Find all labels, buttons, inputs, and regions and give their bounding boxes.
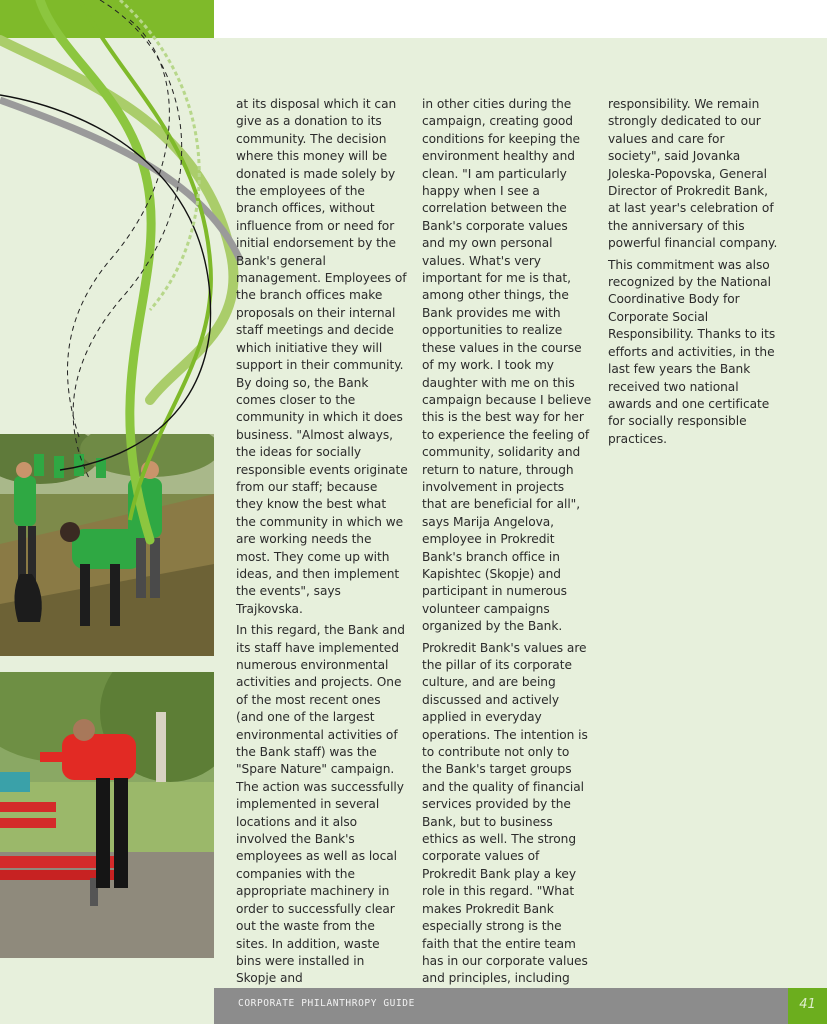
paragraph: in other cities during the campaign, creating good conditions for keeping the environment healthy and clean. "I am particularly happy when I see a correlation between the Bank's corporate values and my own personal values. What's very important for me is that, among other things, the Bank provides me with opportunities to realize these values in the course of my work. I took my daughter with me on this campaign because I believe this is the best way for her to experience the feeling of community, solidarity and return to nature, through involvement in projects that are beneficial for all", says Marija Angelova, employee in Prokredit Bank's branch office in Kapishtec (Skopje) and participant in numerous volunteer campaigns organized by the Bank. [422, 97, 592, 634]
page-number: 41 [799, 997, 816, 1012]
article-column-2 [422, 96, 592, 1009]
paragraph: at its disposal which it can give as a donation to its community. The decision where this money will be donated is made solely by the employees of the branch offices, without influence from or need for initial endorsement by the Bank's general management. Employees of the branch offices make proposals on their internal staff meetings and decide which initiative they will support in their community. By doing so, the Bank comes closer to the community in which it does business. "Almost always, the ideas for socially responsible events originate from our staff; because they know the best what the community in which we are working needs the most. They come up with ideas, and then implement the events", says Trajkovska. [236, 97, 408, 616]
paragraph: Prokredit Bank's values are the pillar of its corporate culture, and are being discussed and actively applied in everyday operations. The intention is to contribute not only to the Bank's target groups and the quality of financial services provided by the Bank, but to business ethics as well. The strong corporate values of Prokredit Bank play a key role in this regard. "What makes Prokredit Bank especially strong is the faith that the entire team has in our corporate values and principles, including [422, 640, 588, 986]
footer-spacer [0, 988, 214, 1024]
paragraph: responsibility. We remain strongly dedicated to our values and care for society", said Jovanka Joleska-Popovska, General Director of Prokredit Bank, at last year's celebration of the anniversary of this powerful financial company. [608, 97, 778, 251]
bench-repair-photo [0, 672, 214, 958]
paragraph: In this regard, the Bank and its staff have implemented numerous environmental activities and projects. One of the most recent ones (and one of the largest environmental activities of the Bank staff) was the "Spare Nature" campaign. The action was successfully implemented in several locations and it also involved the Bank's employees as well as local companies with the appropriate machinery in order to successfully clear out the waste from the sites. In addition, waste bins were installed in Skopje and [236, 623, 405, 986]
footer-title: CORPORATE PHILANTHROPY GUIDE [238, 998, 415, 1009]
article-column-1 [236, 96, 408, 992]
footer-bar [214, 988, 788, 1024]
article-column-3 [608, 96, 780, 452]
paragraph: This commitment was also recognized by the National Coordinative Body for Corporate Social Responsibility. Thanks to its efforts and activities, in the last few years the Bank received two national awards and one certificate for socially responsible practices. [608, 257, 776, 446]
page-number-box [788, 988, 827, 1024]
page-footer [0, 988, 827, 1024]
